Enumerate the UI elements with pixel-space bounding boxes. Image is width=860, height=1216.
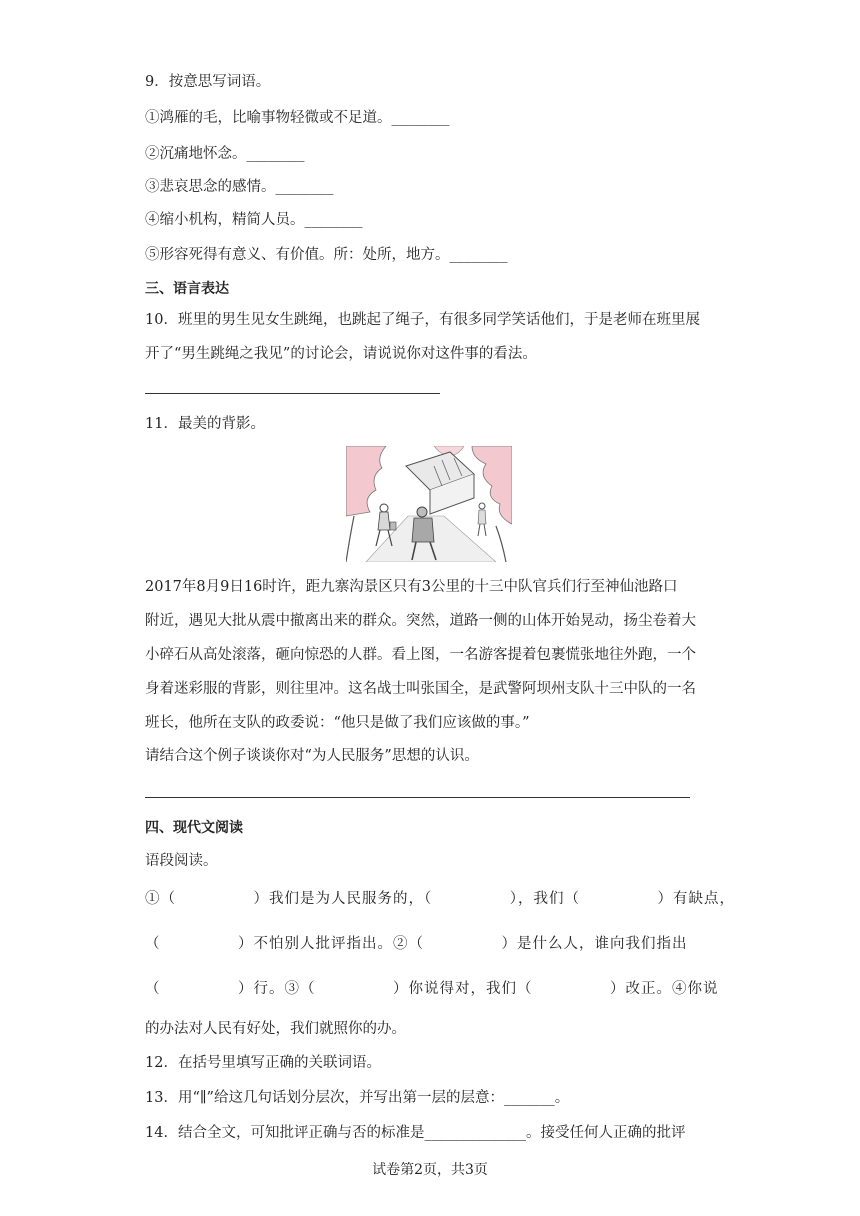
q10-answer-line[interactable] [145, 393, 440, 394]
q9-title: 9．按意思写词语。 [145, 74, 271, 90]
q11-passage-line-3: 小碎石从高处滚落，砸向惊恐的人群。看上图，一名游客提着包裹慌张地往外跑，一个 [145, 647, 696, 663]
q11-passage-line-4: 身着迷彩服的背影，则往里冲。这名战士叫张国全，是武警阿坝州支队十三中队的一名 [145, 681, 696, 697]
q13-text: 13．用“∥”给这几句话划分层次，并写出第一层的层意：_______。 [145, 1090, 570, 1106]
section-4-heading: 四、现代文阅读 [145, 820, 243, 836]
section-4-intro: 语段阅读。 [145, 853, 218, 869]
q11-passage-line-5: 班长，他所在支队的政委说：“他只是做了我们应该做的事。” [145, 715, 530, 731]
q14-text: 14．结合全文，可知批评正确与否的标准是______________。接受任何人正确的批评 [145, 1125, 686, 1141]
q9-item-4: ④缩小机构，精简人员。________ [145, 212, 363, 228]
q9-item-2: ②沉痛地怀念。________ [145, 146, 305, 162]
section-3-heading: 三、语言表达 [145, 281, 229, 297]
q9-item-3: ③悲哀思念的感情。________ [145, 179, 334, 195]
reading-line-1: ①（ ）我们是为人民服务的，（ ），我们（ ）有缺点， [145, 891, 735, 907]
q11-prompt: 请结合这个例子谈谈你对“为人民服务”思想的认识。 [145, 748, 479, 764]
page-footer: 试卷第2页，共3页 [372, 1162, 488, 1178]
q11-passage-line-1: 2017年8月9日16时许，距九寨沟景区只有3公里的十三中队官兵们行至神仙池路口 [145, 579, 678, 595]
q9-item-1: ①鸿雁的毛，比喻事物轻微或不足道。________ [145, 110, 450, 126]
q9-item-5: ⑤形容死得有意义、有价值。所：处所，地方。________ [145, 247, 508, 263]
reading-line-2: （ ）不怕别人批评指出。②（ ）是什么人，谁向我们指出 [145, 936, 688, 952]
q10-line-2: 开了“男生跳绳之我见”的讨论会，请说说你对这件事的看法。 [145, 346, 537, 362]
soldier-running-sketch-icon [346, 446, 512, 562]
reading-line-3: （ ）行。③（ ）你说得对，我们（ ）改正。④你说 [145, 981, 719, 997]
q10-line-1: 10．班里的男生见女生跳绳，也跳起了绳子，有很多同学笑话他们，于是老师在班里展 [145, 312, 700, 328]
q11-passage-line-2: 附近，遇见大批从震中撤离出来的群众。突然，道路一侧的山体开始晃动，扬尘卷着大 [145, 613, 696, 629]
reading-line-4: 的办法对人民有好处，我们就照你的办。 [145, 1021, 406, 1037]
q11-title: 11．最美的背影。 [145, 416, 265, 432]
q12-text: 12．在括号里填写正确的关联词语。 [145, 1055, 381, 1071]
q11-answer-line[interactable] [145, 797, 690, 798]
